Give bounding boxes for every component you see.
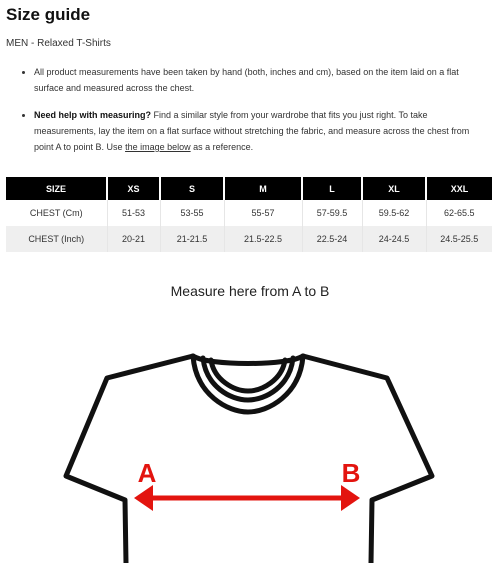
header-s: S bbox=[160, 177, 224, 200]
table-cell: 57-59.5 bbox=[302, 200, 362, 226]
note-measured-by-hand: • All product measurements have been taken by hand (both, inches and cm), based on the item laid on a flat surface and measured across the chest. bbox=[34, 64, 490, 96]
point-a-label: A bbox=[137, 458, 157, 488]
header-xxl: XXL bbox=[426, 177, 492, 200]
chest-arrow bbox=[134, 485, 360, 511]
table-cell: 20-21 bbox=[107, 226, 160, 252]
page-title: Size guide bbox=[6, 5, 91, 24]
point-b-label: B bbox=[341, 458, 361, 488]
size-table bbox=[6, 177, 492, 252]
table-cell: 24.5-25.5 bbox=[426, 226, 492, 252]
table-cell: 22.5-24 bbox=[302, 226, 362, 252]
row-label: CHEST (Cm) bbox=[29, 208, 83, 218]
measurement-notes bbox=[6, 64, 490, 166]
table-cell: 24-24.5 bbox=[362, 226, 426, 252]
table-cell: 62-65.5 bbox=[426, 200, 492, 226]
note-help-text: Find a similar style from your wardrobe that fits you just right. To take measurements, lay the item on a flat surface without stretching the fabric, and measure across the chest from point A to point B. Use bbox=[34, 110, 470, 152]
table-row-chest-cm bbox=[6, 200, 492, 226]
note-help-end: as a reference. bbox=[190, 142, 254, 152]
table-cell: 21.5-22.5 bbox=[224, 226, 302, 252]
table-row-chest-inch bbox=[6, 226, 492, 252]
size-header-row bbox=[6, 177, 492, 200]
table-cell: 51-53 bbox=[107, 200, 160, 226]
header-xs: XS bbox=[107, 177, 160, 200]
note-help-measuring bbox=[34, 107, 490, 155]
tshirt-measurement-diagram bbox=[0, 300, 500, 563]
header-xl: XL bbox=[362, 177, 426, 200]
row-label: CHEST (Inch) bbox=[6, 226, 107, 252]
table-cell: 59.5-62 bbox=[362, 200, 426, 226]
table-cell: 53-55 bbox=[160, 200, 224, 226]
header-l: L bbox=[302, 177, 362, 200]
header-m: M bbox=[224, 177, 302, 200]
tshirt-outline bbox=[66, 356, 432, 563]
product-subtitle: MEN - Relaxed T-Shirts bbox=[6, 38, 111, 49]
measure-heading: Measure here from A to B bbox=[170, 283, 330, 299]
note-help-heading: Need help with measuring? bbox=[34, 110, 152, 120]
image-reference-link[interactable]: the image below bbox=[125, 142, 191, 152]
table-cell: 21-21.5 bbox=[160, 226, 224, 252]
header-size: SIZE bbox=[6, 177, 107, 200]
table-cell: 55-57 bbox=[224, 200, 302, 226]
